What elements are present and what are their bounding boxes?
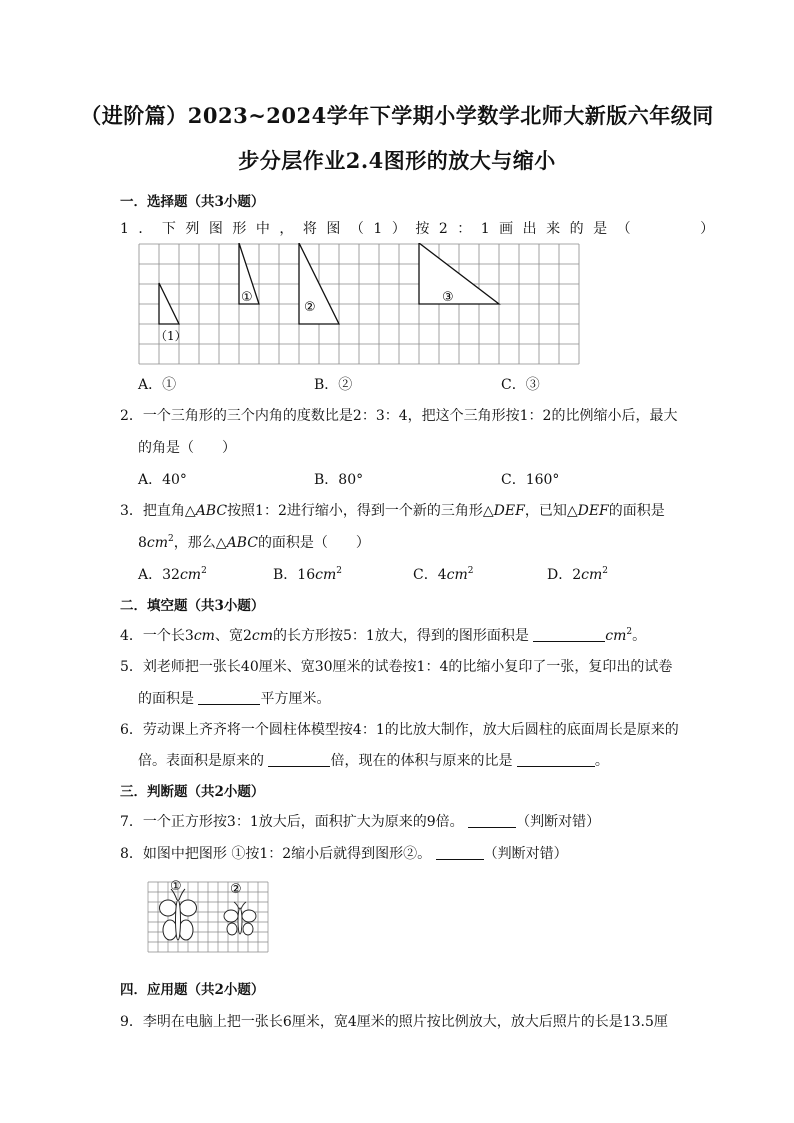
section-heading-fill: 二．填空题（共3小题）: [120, 598, 265, 614]
label-figure-circle-1: ①: [241, 290, 253, 305]
q8-answer-blank[interactable]: [436, 845, 484, 860]
label-butterfly-2: ②: [230, 882, 242, 897]
q6-answer-blank-1[interactable]: [268, 752, 330, 767]
label-figure-circle-3: ③: [442, 290, 454, 305]
question-1-grid-figure: [138, 243, 582, 365]
page-title-line-2: 步分层作业2.4图形的放大与缩小: [238, 148, 556, 173]
question-2-line-2: 的角是（ ）: [138, 440, 236, 456]
question-8: 8．如图中把图形 ①按1：2缩小后就得到图形②。 （判断对错）: [120, 846, 568, 862]
question-3-line-2: $8cm^2$，那么△ABC的面积是（ ）: [138, 534, 370, 551]
q2-option-a[interactable]: A．40°: [138, 472, 187, 488]
q3-option-c[interactable]: C．$4cm^2$: [413, 566, 474, 583]
label-figure-1: （1）: [155, 329, 187, 343]
q2-option-b[interactable]: B．80°: [314, 472, 364, 488]
question-6-line-2: 倍。表面积是原来的 倍，现在的体积与原来的比是 。: [138, 753, 609, 769]
question-5-line-2: 的面积是 平方厘米。: [138, 691, 331, 707]
question-4: 4．一个长3cm、宽2cm的长方形按5：1放大，得到的图形面积是 $cm^2$。: [120, 627, 647, 644]
question-5-line-1: 5．刘老师把一张长40厘米、宽30厘米的试卷按1：4的比缩小复印了一张，复印出的试卷: [120, 659, 673, 675]
q1-option-c[interactable]: C．③: [501, 377, 540, 393]
butterfly-small-shape: [224, 902, 256, 935]
page-title-line-1: （进阶篇）2023~2024学年下学期小学数学北师大新版六年级同: [80, 103, 714, 128]
q2-option-c[interactable]: C．160°: [501, 472, 560, 488]
q4-answer-blank[interactable]: [533, 627, 605, 642]
question-9-line-1: 9．李明在电脑上把一张长6厘米，宽4厘米的照片按比例放大，放大后照片的长是13.5厘: [120, 1014, 668, 1030]
question-7: 7．一个正方形按3：1放大后，面积扩大为原来的9倍。 （判断对错）: [120, 814, 601, 830]
question-8-butterfly-figure: [144, 876, 276, 956]
triangle-1-shape: [159, 283, 179, 324]
section-heading-application: 四．应用题（共2小题）: [120, 982, 265, 998]
q6-answer-blank-2[interactable]: [517, 752, 595, 767]
q3-option-d[interactable]: D．$2cm^2$: [547, 566, 608, 583]
section-heading-judge: 三．判断题（共2小题）: [120, 784, 265, 800]
question-1-stem: 1．下列图形中，将图（1）按2：1画出来的是（ ）: [120, 221, 715, 237]
q5-answer-blank[interactable]: [198, 690, 260, 705]
q7-answer-blank[interactable]: [468, 813, 516, 828]
label-figure-circle-2: ②: [304, 300, 316, 315]
q1-option-b[interactable]: B．②: [314, 377, 353, 393]
q1-option-a[interactable]: A．①: [138, 377, 177, 393]
section-heading-choice: 一．选择题（共3小题）: [120, 194, 265, 210]
question-2-line-1: 2．一个三角形的三个内角的度数比是2：3：4，把这个三角形按1：2的比例缩小后，最大: [120, 408, 678, 424]
question-3-line-1: 3．把直角△ABC按照1：2进行缩小，得到一个新的三角形△DEF，已知△DEF的面积是: [120, 503, 665, 519]
q3-option-a[interactable]: A．$32cm^2$: [138, 566, 207, 583]
q3-option-b[interactable]: B．$16cm^2$: [273, 566, 342, 583]
question-6-line-1: 6．劳动课上齐齐将一个圆柱体模型按4：1的比放大制作，放大后圆柱的底面周长是原来的: [120, 722, 679, 738]
label-butterfly-1: ①: [170, 879, 182, 894]
